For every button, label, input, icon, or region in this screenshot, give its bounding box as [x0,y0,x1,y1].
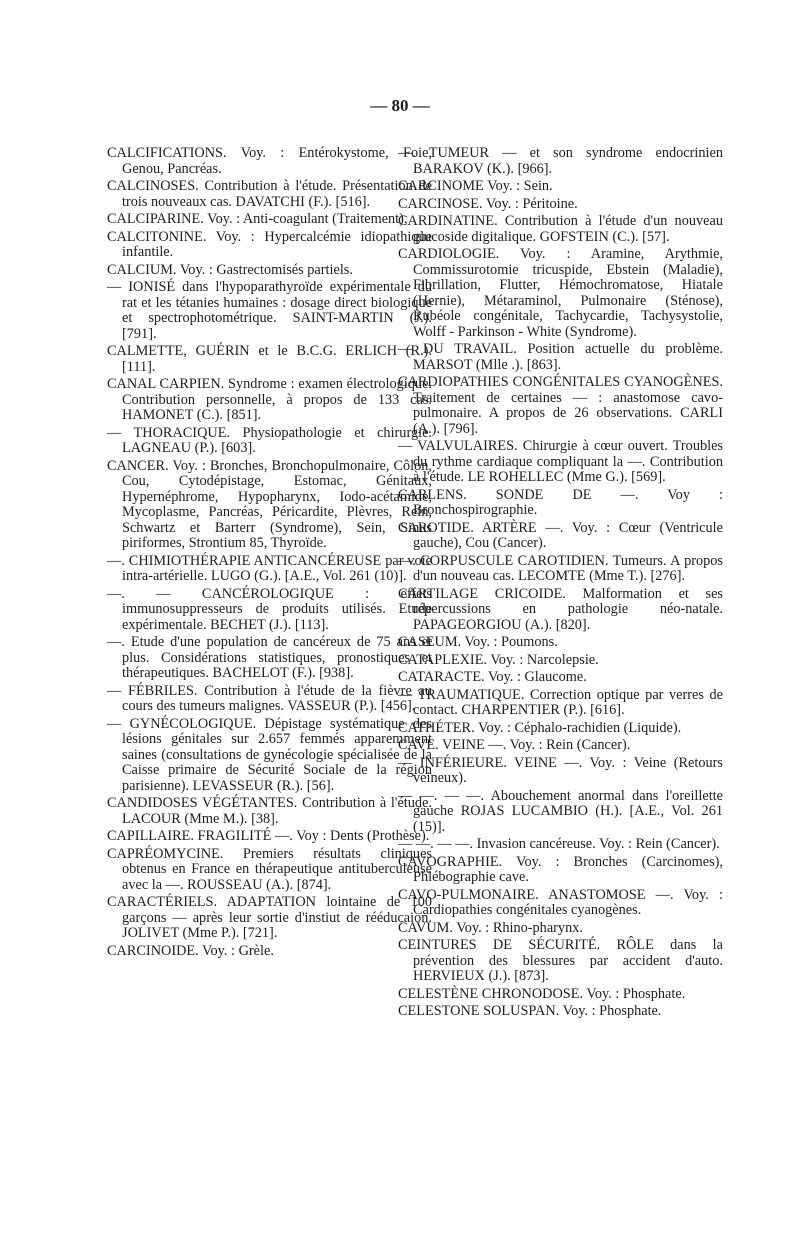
index-entry: CATAPLEXIE. Voy. : Narcolepsie. [398,651,599,668]
index-entry: — THORACIQUE. Physiopathologie et chirurgie. LAGNEAU (P.). [603]. [107,424,432,456]
index-entry: CARLENS. SONDE DE —. Voy : Bronchospirographie. [398,486,723,518]
index-entry: CARCINOME Voy. : Sein. [398,178,553,194]
index-entry: CARACTÉRIELS. ADAPTATION lointaine de 100 garçons — après leur sortie d'instiut de rééducaion. JOLIVET (Mme P.). [721]. [107,894,432,941]
index-entry: — VALVULAIRES. Chirurgie à cœur ouvert. Troubles du rythme cardiaque compliquant la —. Contribution à l'étude. LE ROHELLEC (Mme G.). [569]. [398,438,723,485]
index-entry: —. CHIMIOTHÉRAPIE ANTICANCÉREUSE par voie intra-artérielle. LUGO (G.). [A.E., Vol. 261 (10)]. [107,552,432,584]
index-entry: CANCER. Voy. : Bronches, Bronchopulmonaire, Côlon, Cou, Cytodépistage, Estomac, Génitaux, Hypernéphrome, Hypopharynx, Iodo-acétamide, Mycoplasme, Pancréas, Péricardite, Plèvres, Rein, Schwartz et Barterr (Syndrome), Sein, Sinus piriformes, Strontium 85, Thyroïde. [107,457,432,551]
index-entry: CAVO-PULMONAIRE. ANASTOMOSE —. Voy. : Cardiopathies congénitales cyanogènes. [398,886,723,918]
index-entry: — DU TRAVAIL. Position actuelle du problème. MARSOT (Mlle .). [863]. [398,341,723,373]
index-entry: CAVE. VEINE —. Voy. : Rein (Cancer). [398,737,631,753]
index-entry: CAVOGRAPHIE. Voy. : Bronches (Carcinomes), Phlébographie cave. [398,853,723,885]
index-entry: CAVUM. Voy. : Rhino-pharynx. [398,919,583,936]
index-entry: — —. — —. Abouchement anormal dans l'oreillette gauche ROJAS LUCAMBIO (H.). [A.E., Vol. 261 (15)]. [398,787,723,835]
index-entry: CASEUM. Voy. : Poumons. [398,634,558,650]
left-column [107,146,432,961]
index-entry: CANAL CARPIEN. Syndrome : examen électrologique. Contribution personnelle, à propos de 133 cas. HAMONET (C.). [851]. [107,376,432,423]
index-entry: —. Etude d'une population de cancéreux de 75 ans et plus. Considérations statistiques, pronostiques et thérapeutiques. BACHELOT (F.). [938]. [107,634,432,681]
index-entry: CELESTONE SOLUSPAN. Voy. : Phosphate. [398,1003,662,1019]
index-entry: CARTILAGE CRICOIDE. Malformation et ses répercussions en pathologie néo-natale. PAPAGEORGIOU (A.). [820]. [398,585,723,633]
index-entry: — FÉBRILES. Contribution à l'étude de la fièvre au cours des tumeurs malignes. VASSEUR (P.). [456]. [107,682,432,714]
index-entry: CALCINOSES. Contribution à l'étude. Présentation de trois nouveaux cas. DAVATCHI (F.). [516]. [107,178,432,210]
index-entry: CALMETTE, GUÉRIN et le B.C.G. ERLICH (R.). [111]. [107,343,432,375]
index-entry: CEINTURES DE SÉCURITÉ. RÔLE dans la prévention des blessures par accident d'auto. HERVIEUX (J.). [873]. [398,937,723,984]
index-entry: CALCITONINE. Voy. : Hypercalcémie idiopathique infantile. [107,228,432,260]
right-column [398,146,723,1022]
index-entry: CATHÉTER. Voy. : Céphalo-rachidien (Liquide). [398,719,682,736]
index-entry: CAROTIDE. ARTÈRE —. Voy. : Cœur (Ventricule gauche), Cou (Cancer). [398,519,723,551]
index-entry: CALCIFICATIONS. Voy. : Entérokystome, Foie, Genou, Pancréas. [107,145,432,177]
index-entry: — INFÉRIEURE. VEINE —. Voy. : Veine (Retours veineux). [398,754,723,786]
index-entry: CARDIOPATHIES CONGÉNITALES CYANOGÈNES. Traitement de certaines — : anastomose cavo-pulmonaire. A propos de 26 observations. CARLI (A.). [796]. [398,374,723,437]
index-entry: CAPRÉOMYCINE. Premiers résultats cliniques obtenus en France en thérapeutique antituberculeuse avec la —. ROUSSEAU (A.). [874]. [107,845,432,893]
index-entry: — —. — —. Invasion cancéreuse. Voy. : Rein (Cancer). [398,836,720,852]
index-entry: — TRAUMATIQUE. Correction optique par verres de contact. CHARPENTIER (P.). [616]. [398,686,723,718]
index-entry: —. TUMEUR — et son syndrome endocrinien BARAKOV (K.). [966]. [398,145,723,177]
index-entry: —. — CANCÉROLOGIQUE : effets immunosuppresseurs de produits utilisés. Etude expérimentale. BECHET (J.). [113]. [107,585,432,633]
index-entry: CARCINOIDE. Voy. : Grèle. [107,942,274,959]
index-entry: CARCINOSE. Voy. : Péritoine. [398,195,578,212]
index-entry: CANDIDOSES VÉGÉTANTES. Contribution à l'étude. LACOUR (Mme M.). [38]. [107,795,432,827]
index-entry: — GYNÉCOLOGIQUE. Dépistage systématique des lésions génitales sur 2.657 femmés apparemment saines (consultations de gynécologie spécialisée de la Caisse primaire de Sécurité Sociale de la région parisienne). LEVASSEUR (R.). [56]. [107,715,432,794]
index-entry: CARDINATINE. Contribution à l'étude d'un nouveau glucoside digitalique. GOFSTEIN (C.). [57]. [398,213,723,245]
index-entry: CALCIPARINE. Voy. : Anti-coagulant (Traitement). [107,211,408,227]
page-number: — 80 — [370,96,430,115]
index-entry: —. CORPUSCULE CAROTIDIEN. Tumeurs. A propos d'un nouveau cas. LECOMTE (Mme T.). [276]. [398,552,723,584]
index-entry: — IONISÉ dans l'hypoparathyroïde expérimentale du rat et les tétanies humaines : dosage direct biologique et spectrophotométrique. SAINT-MARTIN (J.). [791]. [107,279,432,342]
index-entry: CALCIUM. Voy. : Gastrectomisés partiels. [107,261,353,278]
index-entry: CELESTÈNE CHRONODOSE. Voy. : Phosphate. [398,985,686,1002]
index-entry: CAPILLAIRE. FRAGILITÉ —. Voy : Dents (Prothèse). [107,828,430,844]
index-entry: CARDIOLOGIE. Voy. : Aramine, Arythmie, Commissurotomie tricuspide, Ebstein (Maladie), Fibrillation, Flutter, Hémochromatose, Hiatale (Hernie), Métaraminol, Pulmonaire (Sténose), Rubéole congénitale, Tachycardie, Tachysystolie, Wolff - Parkinson - White (Syndrome). [398,246,723,340]
index-entry: CATARACTE. Voy. : Glaucome. [398,669,587,685]
